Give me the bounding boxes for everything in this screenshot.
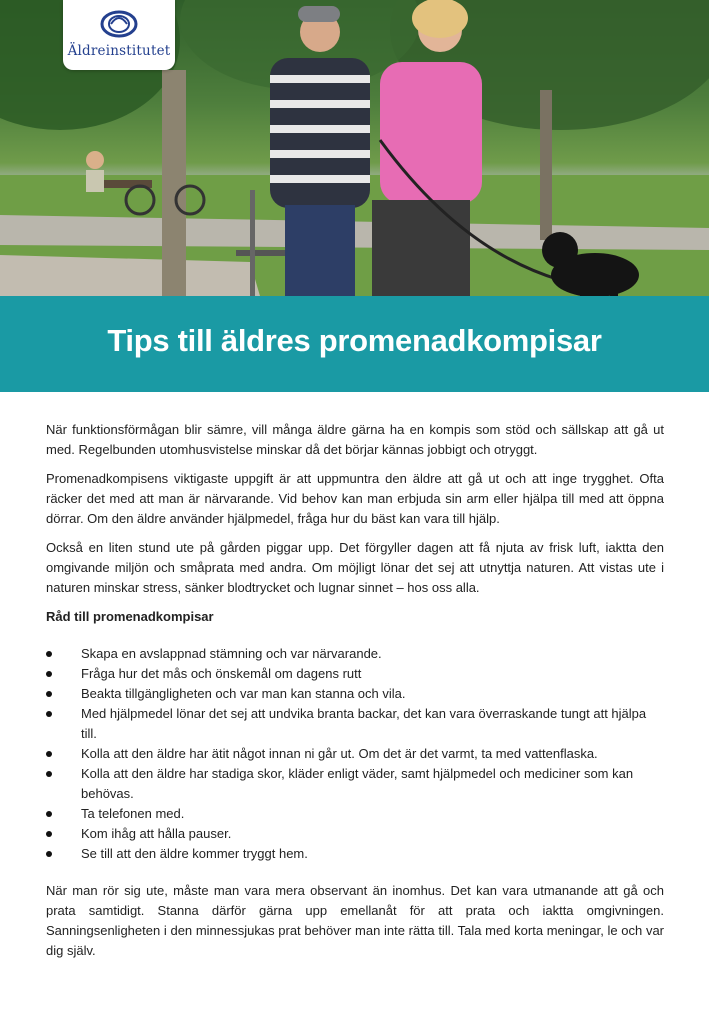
tips-list <box>46 644 664 864</box>
list-item <box>46 684 664 704</box>
bullet-icon <box>46 651 52 657</box>
list-item <box>46 764 664 804</box>
bullet-icon <box>46 831 52 837</box>
list-item <box>46 804 664 824</box>
list-item <box>46 644 664 664</box>
list-item <box>46 824 664 844</box>
logo <box>63 0 175 70</box>
bullet-icon <box>46 811 52 817</box>
tip-text: Skapa en avslappnad stämning och var närvarande. <box>81 646 382 661</box>
tip-text: Se till att den äldre kommer tryggt hem. <box>81 846 308 861</box>
tip-text: Fråga hur det mås och önskemål om dagens rutt <box>81 666 362 681</box>
intro-paragraph: Promenadkompisens viktigaste uppgift är att uppmuntra den äldre att gå ut och att inge trygghet. Ofta räcker det med att man är närvarande. Vid behov kan man erbjuda sin arm eller hjälpa till med att öppna dörrar. Om den äldre använder hjälpmedel, fråga hur du bäst kan vara till hjälp. <box>46 471 664 526</box>
list-item <box>46 844 664 864</box>
intro-paragraph: När funktionsförmågan blir sämre, vill många äldre gärna ha en kompis som stöd och sällskap att gå ut med. Regelbunden utomhusvistelse minskar då det börjar kännas jobbigt och otryggt. <box>46 422 664 457</box>
list-item <box>46 744 664 764</box>
logo-text: Äldreinstitutet <box>67 43 171 59</box>
tips-heading: Råd till promenadkompisar <box>46 609 214 624</box>
title-banner <box>0 296 709 392</box>
header-photo <box>0 0 709 296</box>
list-item <box>46 664 664 684</box>
bullet-icon <box>46 711 52 717</box>
page-title: Tips till äldres promenadkompisar <box>107 323 602 358</box>
bullet-icon <box>46 691 52 697</box>
closing-paragraph: När man rör sig ute, måste man vara mera observant än inomhus. Det kan vara utmanande att gå och prata samtidigt. Stanna därför gärna upp emellanåt för att prata och iaktta omgivningen. Sanningsenligheten i den minnessjukas prat behöver man inte rätta till. Tala med korta meningar, le och var dig själv. <box>46 883 664 958</box>
tip-text: Kolla att den äldre har ätit något innan ni går ut. Om det är det varmt, ta med vattenflaska. <box>81 746 598 761</box>
bullet-icon <box>46 851 52 857</box>
article-body <box>46 420 664 970</box>
intro-paragraph: Också en liten stund ute på gården piggar upp. Det förgyller dagen att få njuta av frisk luft, iaktta den omgivande miljön och småprata med andra. Om möjligt lönar det sej att utnyttja naturen. Att vistas ute i naturen minskar stress, sänker blodtrycket och lugnar sinnet – hos oss alla. <box>46 540 664 595</box>
tip-text: Kolla att den äldre har stadiga skor, kläder enligt väder, samt hjälpmedel och mediciner som kan behövas. <box>81 766 634 801</box>
bullet-icon <box>46 771 52 777</box>
bullet-icon <box>46 671 52 677</box>
tip-text: Beakta tillgängligheten och var man kan stanna och vila. <box>81 686 406 701</box>
tip-text: Kom ihåg att hålla pauser. <box>81 826 232 841</box>
tip-text: Med hjälpmedel lönar det sej att undvika branta backar, det kan vara överraskande tungt att hjälpa till. <box>81 706 647 741</box>
list-item <box>46 704 664 744</box>
bullet-icon <box>46 751 52 757</box>
logo-mark-icon <box>99 8 139 40</box>
tip-text: Ta telefonen med. <box>81 806 185 821</box>
